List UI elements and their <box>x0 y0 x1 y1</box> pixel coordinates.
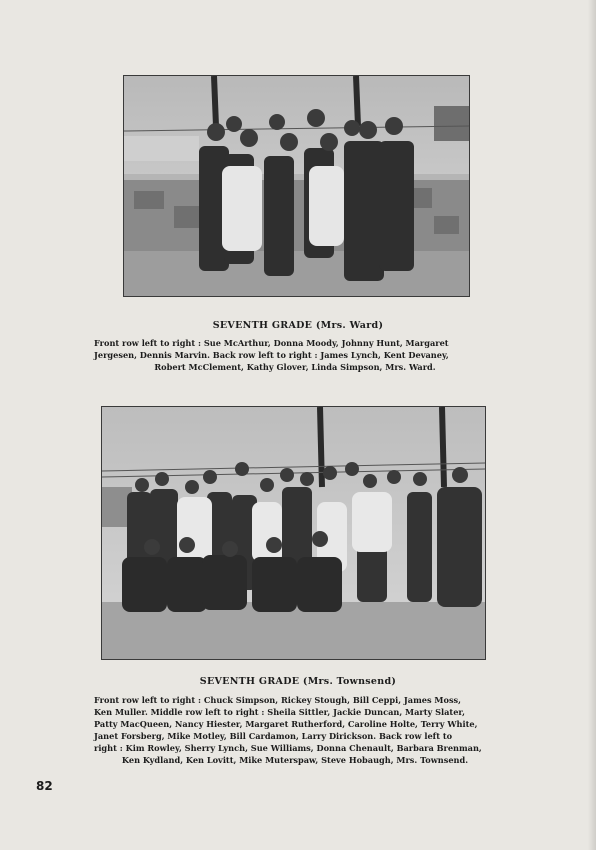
caption-line: Ken Kydland, Ken Lovitt, Mike Muterspaw, Steve Hobaugh, Mrs. Townsend. <box>121 755 469 765</box>
caption-line: Patty MacQueen, Nancy Hiester, Margaret Rutherford, Caroline Holte, Terry White, <box>94 719 478 729</box>
caption-line: Janet Forsberg, Mike Motley, Bill Cardamon, Larry Dirickson. Back row left to <box>94 731 453 741</box>
caption-line: right : Kim Rowley, Sherry Lynch, Sue Williams, Donna Chenault, Barbara Brenman, <box>94 743 482 753</box>
caption-line: Front row left to right : Chuck Simpson, Rickey Stough, Bill Ceppi, James Moss, <box>94 695 462 705</box>
caption-ward <box>94 337 496 373</box>
page-edge <box>588 0 596 850</box>
section-title-ward: SEVENTH GRADE (Mrs. Ward) <box>212 320 384 331</box>
caption-line: Jergesen, Dennis Marvin. Back row left to right : James Lynch, Kent Devaney, <box>94 350 449 360</box>
section-title-townsend: SEVENTH GRADE (Mrs. Townsend) <box>199 676 397 687</box>
caption-line: Robert McClement, Kathy Glover, Linda Simpson, Mrs. Ward. <box>154 362 436 372</box>
class-photo-ward <box>123 75 470 297</box>
caption-townsend <box>94 694 496 766</box>
page-number: 82 <box>36 779 53 793</box>
caption-line: Ken Muller. Middle row left to right : Sheila Sittler, Jackie Duncan, Marty Slater, <box>94 707 465 717</box>
class-photo-townsend <box>101 406 486 660</box>
caption-line: Front row left to right : Sue McArthur, Donna Moody, Johnny Hunt, Margaret <box>94 338 449 348</box>
